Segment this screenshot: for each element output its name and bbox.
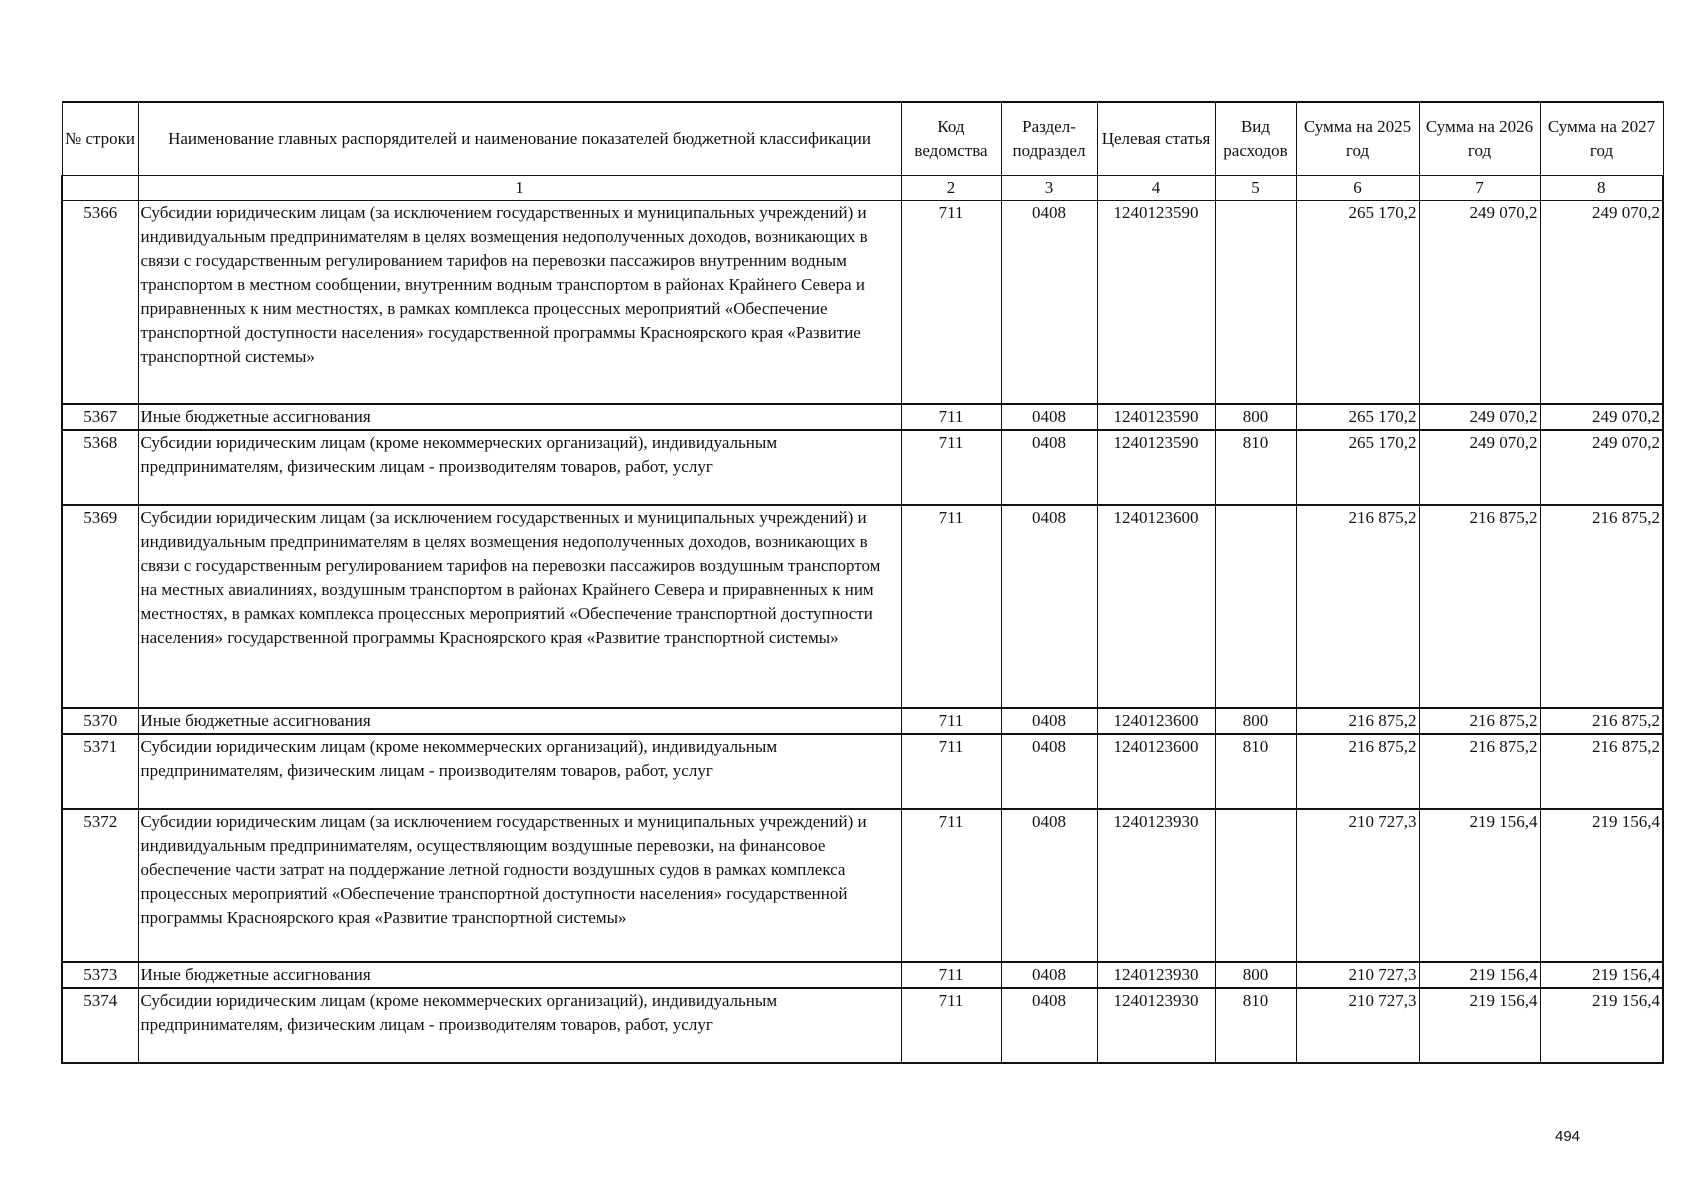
sum-2025: 210 727,3 bbox=[1296, 962, 1419, 988]
sum-2026: 249 070,2 bbox=[1419, 201, 1540, 404]
header-department-code: Код ведомства bbox=[901, 102, 1001, 176]
column-number: 3 bbox=[1001, 176, 1097, 201]
sum-2027: 216 875,2 bbox=[1540, 708, 1663, 734]
sum-2027: 219 156,4 bbox=[1540, 988, 1663, 1063]
sum-2026: 216 875,2 bbox=[1419, 708, 1540, 734]
row-number: 5367 bbox=[62, 404, 138, 430]
table-row bbox=[62, 404, 1663, 430]
section-code: 0408 bbox=[1001, 430, 1097, 505]
row-name: Субсидии юридическим лицам (кроме некоммерческих организаций), индивидуальным предпринимателям, физическим лицам - производителям товаров, работ, услуг bbox=[138, 988, 901, 1063]
section-code: 0408 bbox=[1001, 708, 1097, 734]
column-number: 2 bbox=[901, 176, 1001, 201]
row-name: Иные бюджетные ассигнования bbox=[138, 962, 901, 988]
sum-2025: 216 875,2 bbox=[1296, 734, 1419, 809]
sum-2027: 219 156,4 bbox=[1540, 809, 1663, 962]
row-number: 5371 bbox=[62, 734, 138, 809]
sum-2025: 216 875,2 bbox=[1296, 708, 1419, 734]
row-name: Субсидии юридическим лицам (кроме некоммерческих организаций), индивидуальным предпринимателям, физическим лицам - производителям товаров, работ, услуг bbox=[138, 430, 901, 505]
target-article: 1240123930 bbox=[1097, 962, 1215, 988]
column-number-row bbox=[62, 176, 1663, 201]
expense-type bbox=[1215, 809, 1296, 962]
section-code: 0408 bbox=[1001, 988, 1097, 1063]
section-code: 0408 bbox=[1001, 734, 1097, 809]
expense-type: 810 bbox=[1215, 988, 1296, 1063]
table-row bbox=[62, 505, 1663, 708]
department-code: 711 bbox=[901, 809, 1001, 962]
row-name: Иные бюджетные ассигнования bbox=[138, 708, 901, 734]
target-article: 1240123600 bbox=[1097, 734, 1215, 809]
target-article: 1240123590 bbox=[1097, 201, 1215, 404]
row-name: Субсидии юридическим лицам (за исключением государственных и муниципальных учреждений) и индивидуальным предпринимателям в целях возмещения недополученных доходов, возникающих в связи с государственным регулированием тарифов на перевозки пассажиров внутренним водным транспортом в местном сообщении, внутренним водным транспортом в районах Крайнего Севера и приравненных к ним местностях, в рамках комплекса процессных мероприятий «Обеспечение транспортной доступности населения» государственной программы Красноярского края «Развитие транспортной системы» bbox=[138, 201, 901, 404]
table-row bbox=[62, 734, 1663, 809]
target-article: 1240123590 bbox=[1097, 430, 1215, 505]
section-code: 0408 bbox=[1001, 809, 1097, 962]
sum-2027: 216 875,2 bbox=[1540, 505, 1663, 708]
department-code: 711 bbox=[901, 962, 1001, 988]
column-number: 1 bbox=[138, 176, 901, 201]
target-article: 1240123600 bbox=[1097, 708, 1215, 734]
header-sum-2027: Сумма на 2027 год bbox=[1540, 102, 1663, 176]
expense-type: 800 bbox=[1215, 962, 1296, 988]
row-name: Иные бюджетные ассигнования bbox=[138, 404, 901, 430]
sum-2026: 219 156,4 bbox=[1419, 809, 1540, 962]
row-name: Субсидии юридическим лицам (за исключением государственных и муниципальных учреждений) и индивидуальным предпринимателям в целях возмещения недополученных доходов, возникающих в связи с государственным регулированием тарифов на перевозки пассажиров воздушным транспортом на местных авиалиниях, воздушным транспортом в районах Крайнего Севера и приравненных к ним местностях, в рамках комплекса процессных мероприятий «Обеспечение транспортной доступности населения» государственной программы Красноярского края «Развитие транспортной системы» bbox=[138, 505, 901, 708]
sum-2026: 216 875,2 bbox=[1419, 505, 1540, 708]
sum-2027: 216 875,2 bbox=[1540, 734, 1663, 809]
header-target-article: Целевая статья bbox=[1097, 102, 1215, 176]
header-sum-2025: Сумма на 2025 год bbox=[1296, 102, 1419, 176]
sum-2026: 249 070,2 bbox=[1419, 430, 1540, 505]
sum-2025: 265 170,2 bbox=[1296, 404, 1419, 430]
sum-2027: 219 156,4 bbox=[1540, 962, 1663, 988]
column-number: 4 bbox=[1097, 176, 1215, 201]
row-number: 5374 bbox=[62, 988, 138, 1063]
expense-type: 800 bbox=[1215, 404, 1296, 430]
column-number: 7 bbox=[1419, 176, 1540, 201]
sum-2025: 216 875,2 bbox=[1296, 505, 1419, 708]
department-code: 711 bbox=[901, 734, 1001, 809]
sum-2027: 249 070,2 bbox=[1540, 201, 1663, 404]
table-row bbox=[62, 988, 1663, 1063]
target-article: 1240123930 bbox=[1097, 809, 1215, 962]
expense-type bbox=[1215, 201, 1296, 404]
department-code: 711 bbox=[901, 505, 1001, 708]
row-number: 5369 bbox=[62, 505, 138, 708]
sum-2026: 219 156,4 bbox=[1419, 962, 1540, 988]
row-number: 5370 bbox=[62, 708, 138, 734]
row-number: 5366 bbox=[62, 201, 138, 404]
sum-2027: 249 070,2 bbox=[1540, 404, 1663, 430]
row-number: 5368 bbox=[62, 430, 138, 505]
target-article: 1240123930 bbox=[1097, 988, 1215, 1063]
table-row bbox=[62, 430, 1663, 505]
department-code: 711 bbox=[901, 708, 1001, 734]
section-code: 0408 bbox=[1001, 505, 1097, 708]
header-sum-2026: Сумма на 2026 год bbox=[1419, 102, 1540, 176]
row-number: 5372 bbox=[62, 809, 138, 962]
expense-type: 810 bbox=[1215, 734, 1296, 809]
sum-2026: 219 156,4 bbox=[1419, 988, 1540, 1063]
target-article: 1240123590 bbox=[1097, 404, 1215, 430]
department-code: 711 bbox=[901, 201, 1001, 404]
budget-table bbox=[61, 101, 1664, 1064]
sum-2025: 210 727,3 bbox=[1296, 809, 1419, 962]
section-code: 0408 bbox=[1001, 962, 1097, 988]
department-code: 711 bbox=[901, 430, 1001, 505]
department-code: 711 bbox=[901, 404, 1001, 430]
row-number: 5373 bbox=[62, 962, 138, 988]
table-row bbox=[62, 809, 1663, 962]
target-article: 1240123600 bbox=[1097, 505, 1215, 708]
row-name: Субсидии юридическим лицам (кроме некоммерческих организаций), индивидуальным предпринимателям, физическим лицам - производителям товаров, работ, услуг bbox=[138, 734, 901, 809]
section-code: 0408 bbox=[1001, 201, 1097, 404]
sum-2027: 249 070,2 bbox=[1540, 430, 1663, 505]
row-name: Субсидии юридическим лицам (за исключением государственных и муниципальных учреждений) и индивидуальным предпринимателям, осуществляющим воздушные перевозки, на финансовое обеспечение части затрат на поддержание летной годности воздушных судов в рамках комплекса процессных мероприятий «Обеспечение транспортной доступности населения» государственной программы Красноярского края «Развитие транспортной системы» bbox=[138, 809, 901, 962]
header-name: Наименование главных распорядителей и наименование показателей бюджетной классификации bbox=[138, 102, 901, 176]
column-number: 6 bbox=[1296, 176, 1419, 201]
page-number: 494 bbox=[1555, 1128, 1581, 1145]
table-row bbox=[62, 708, 1663, 734]
header-row bbox=[62, 102, 1663, 176]
sum-2025: 265 170,2 bbox=[1296, 201, 1419, 404]
column-number: 8 bbox=[1540, 176, 1663, 201]
header-expense-type: Вид расходов bbox=[1215, 102, 1296, 176]
table-row bbox=[62, 201, 1663, 404]
column-number bbox=[62, 176, 138, 201]
sum-2026: 249 070,2 bbox=[1419, 404, 1540, 430]
section-code: 0408 bbox=[1001, 404, 1097, 430]
table-row bbox=[62, 962, 1663, 988]
sum-2025: 210 727,3 bbox=[1296, 988, 1419, 1063]
sum-2025: 265 170,2 bbox=[1296, 430, 1419, 505]
expense-type bbox=[1215, 505, 1296, 708]
header-row-number: № строки bbox=[62, 102, 138, 176]
expense-type: 800 bbox=[1215, 708, 1296, 734]
column-number: 5 bbox=[1215, 176, 1296, 201]
department-code: 711 bbox=[901, 988, 1001, 1063]
sum-2026: 216 875,2 bbox=[1419, 734, 1540, 809]
header-section: Раздел-подраздел bbox=[1001, 102, 1097, 176]
expense-type: 810 bbox=[1215, 430, 1296, 505]
